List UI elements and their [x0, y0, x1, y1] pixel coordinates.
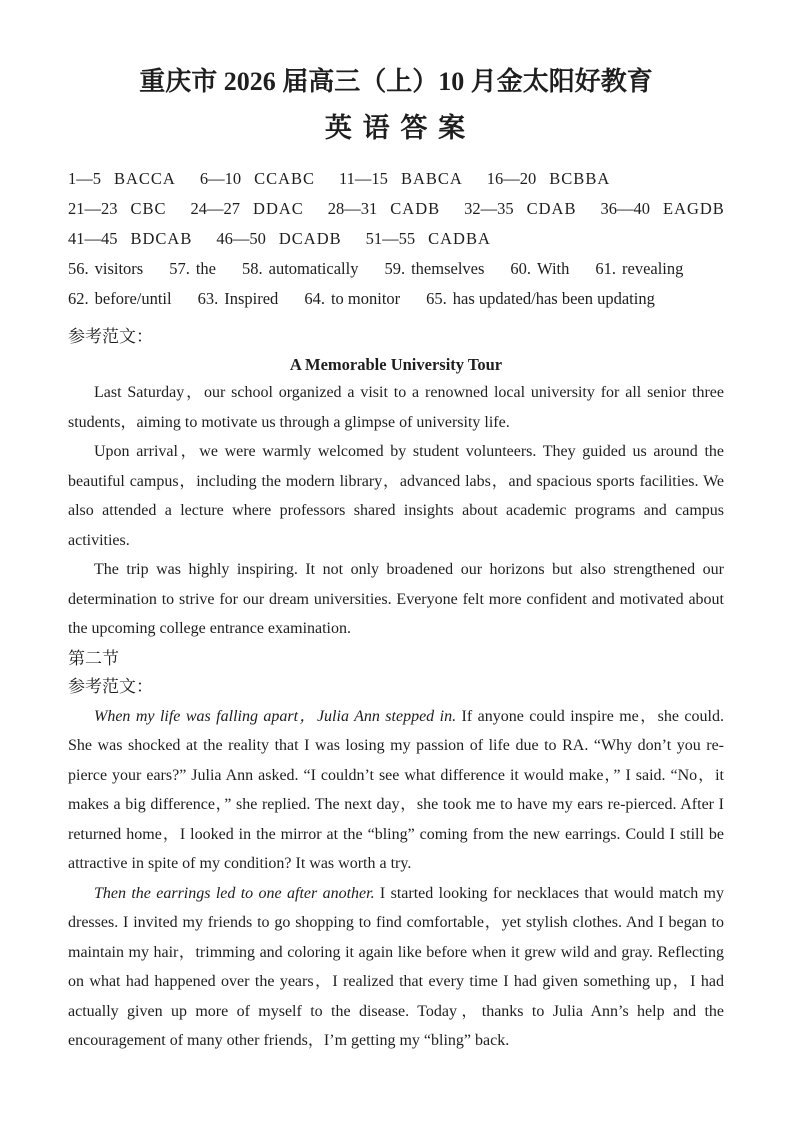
- essay1-paragraph: The trip was highly inspiring. It not only broadened our horizons but also strengthened our determination to strive for our dream universities. Everyone felt more confident and motivated about the upcoming college entrance examination.: [68, 561, 724, 637]
- answer-group: [200, 164, 315, 194]
- question-range: 1—5: [68, 169, 101, 188]
- answer-text: revealing: [622, 259, 684, 278]
- document-title: 重庆市 2026 届高三（上）10 月金太阳好教育: [139, 67, 653, 96]
- answer-letters: BCBBA: [549, 169, 611, 188]
- question-range: 51—55: [365, 229, 416, 248]
- question-range: 11—15: [339, 169, 388, 188]
- answer-group: [216, 224, 341, 254]
- model-essay-label: 参考范文：: [68, 676, 153, 696]
- fill-in-item: [510, 254, 569, 284]
- question-number: 61.: [595, 259, 616, 278]
- answer-row: [68, 224, 724, 254]
- essay2-paragraph: [68, 879, 724, 1056]
- answer-text: themselves: [411, 259, 485, 278]
- essay1-paragraph: Last Saturday，our school organized a visit to a renowned local university for all senior three students，aiming to motivate us through a glimpse of university life.: [68, 384, 724, 431]
- question-range: 24—27: [190, 199, 241, 218]
- question-range: 21—23: [68, 199, 118, 218]
- question-number: 63.: [197, 289, 219, 308]
- paragraph-body: If anyone could inspire me，she could. She was shocked at the reality that I was losing my passion of life due to RA. “Why don’t you re-pierce your ears?” Julia Ann asked. “I couldn’t see what difference it would make，” I said. “No，it makes a big difference，” she replied. The next day，she took me to have my ears re-pierced. After I returned home，I looked in the mirror at the “bling” coming from the new earrings. Could I still be attractive in spite of my condition? It was worth a try.: [68, 707, 725, 872]
- italic-lead-sentence: Then the earrings led to one after another.: [94, 884, 375, 902]
- fill-in-item: [595, 254, 683, 284]
- question-range: 28—31: [327, 199, 378, 218]
- answer-text: has updated/has been updating: [452, 289, 655, 308]
- answer-letters: BDCAB: [130, 229, 193, 248]
- answer-letters: BABCA: [400, 169, 463, 188]
- paragraph-body: I started looking for necklaces that would match my dresses. I invited my friends to go shopping to find comfortable，yet stylish clothes. And I began to maintain my hair，trimming and coloring it again like before when it grew wild and gray. Reflecting on what had happened over the years，I realized that every time I had given something up，I had actually given up more of myself to the disease. Today，thanks to Julia Ann’s help and the encouragement of many other friends，I’m getting my “bling” back.: [68, 884, 725, 1049]
- question-number: 57.: [169, 259, 190, 278]
- section2-heading: 第二节: [68, 648, 119, 668]
- fill-in-item: [169, 254, 216, 284]
- answer-text: With: [537, 259, 570, 278]
- fill-in-item: [384, 254, 484, 284]
- answer-group: [600, 194, 724, 224]
- answer-letters: BACCA: [114, 169, 176, 188]
- question-range: 46—50: [216, 229, 266, 248]
- fill-in-row: [68, 254, 724, 284]
- answer-letters: CADBA: [428, 229, 491, 248]
- answer-letters: CDAB: [526, 199, 577, 218]
- fill-in-item: [242, 254, 358, 284]
- model-essay-label: 参考范文：: [68, 327, 153, 346]
- essay1-title: A Memorable University Tour: [289, 355, 503, 374]
- answer-row: [68, 164, 724, 194]
- fill-in-item: [426, 284, 655, 314]
- document-subtitle: 英 语 答 案: [324, 113, 468, 143]
- question-number: 62.: [68, 289, 89, 308]
- answer-group: [339, 164, 463, 194]
- answer-group: [328, 194, 440, 224]
- answer-letters: DDAC: [253, 199, 304, 218]
- question-number: 64.: [304, 289, 325, 308]
- answer-group: [191, 194, 304, 224]
- question-number: 65.: [426, 289, 447, 308]
- answer-letters: CBC: [130, 199, 167, 218]
- italic-lead-sentence: When my life was falling apart，Julia Ann stepped in.: [94, 707, 457, 725]
- answer-letters: EAGDB: [662, 199, 725, 218]
- fill-in-item: [68, 284, 172, 314]
- answer-group: [68, 164, 176, 194]
- answer-group: [464, 194, 576, 224]
- fill-in-item: [198, 284, 279, 314]
- question-number: 60.: [510, 259, 532, 278]
- essay1-paragraph: Upon arrival，we were warmly welcomed by student volunteers. They guided us around the beautiful campus，including the modern library，advanced labs，and spacious sports facilities. We also attended a lecture where professors shared insights about academic programs and campus activities.: [68, 443, 725, 549]
- answer-text: before/until: [94, 289, 172, 308]
- question-range: 41—45: [68, 229, 118, 248]
- question-number: 58.: [242, 259, 263, 278]
- fill-in-answers-section: [68, 254, 724, 314]
- answer-group: [487, 164, 610, 194]
- answer-text: Inspired: [224, 289, 279, 308]
- answer-letters: CCABC: [254, 169, 316, 188]
- answer-text: to monitor: [330, 289, 401, 308]
- fill-in-row: [68, 284, 724, 314]
- answer-text: visitors: [94, 259, 144, 278]
- answer-group: [68, 194, 167, 224]
- essay2-paragraph: [68, 702, 724, 879]
- answer-letters: CADB: [390, 199, 441, 218]
- question-range: 16—20: [486, 169, 537, 188]
- question-range: 36—40: [600, 199, 650, 218]
- question-number: 59.: [384, 259, 406, 278]
- answer-letters: DCADB: [278, 229, 342, 248]
- answer-group: [68, 224, 192, 254]
- question-number: 56.: [68, 259, 89, 278]
- fill-in-item: [304, 284, 400, 314]
- question-range: 6—10: [199, 169, 242, 188]
- objective-answers-section: [68, 164, 724, 254]
- answer-text: automatically: [268, 259, 359, 278]
- fill-in-item: [68, 254, 143, 284]
- answer-row: [68, 194, 724, 224]
- answer-group: [366, 224, 491, 254]
- answer-text: the: [195, 259, 217, 278]
- question-range: 32—35: [464, 199, 514, 218]
